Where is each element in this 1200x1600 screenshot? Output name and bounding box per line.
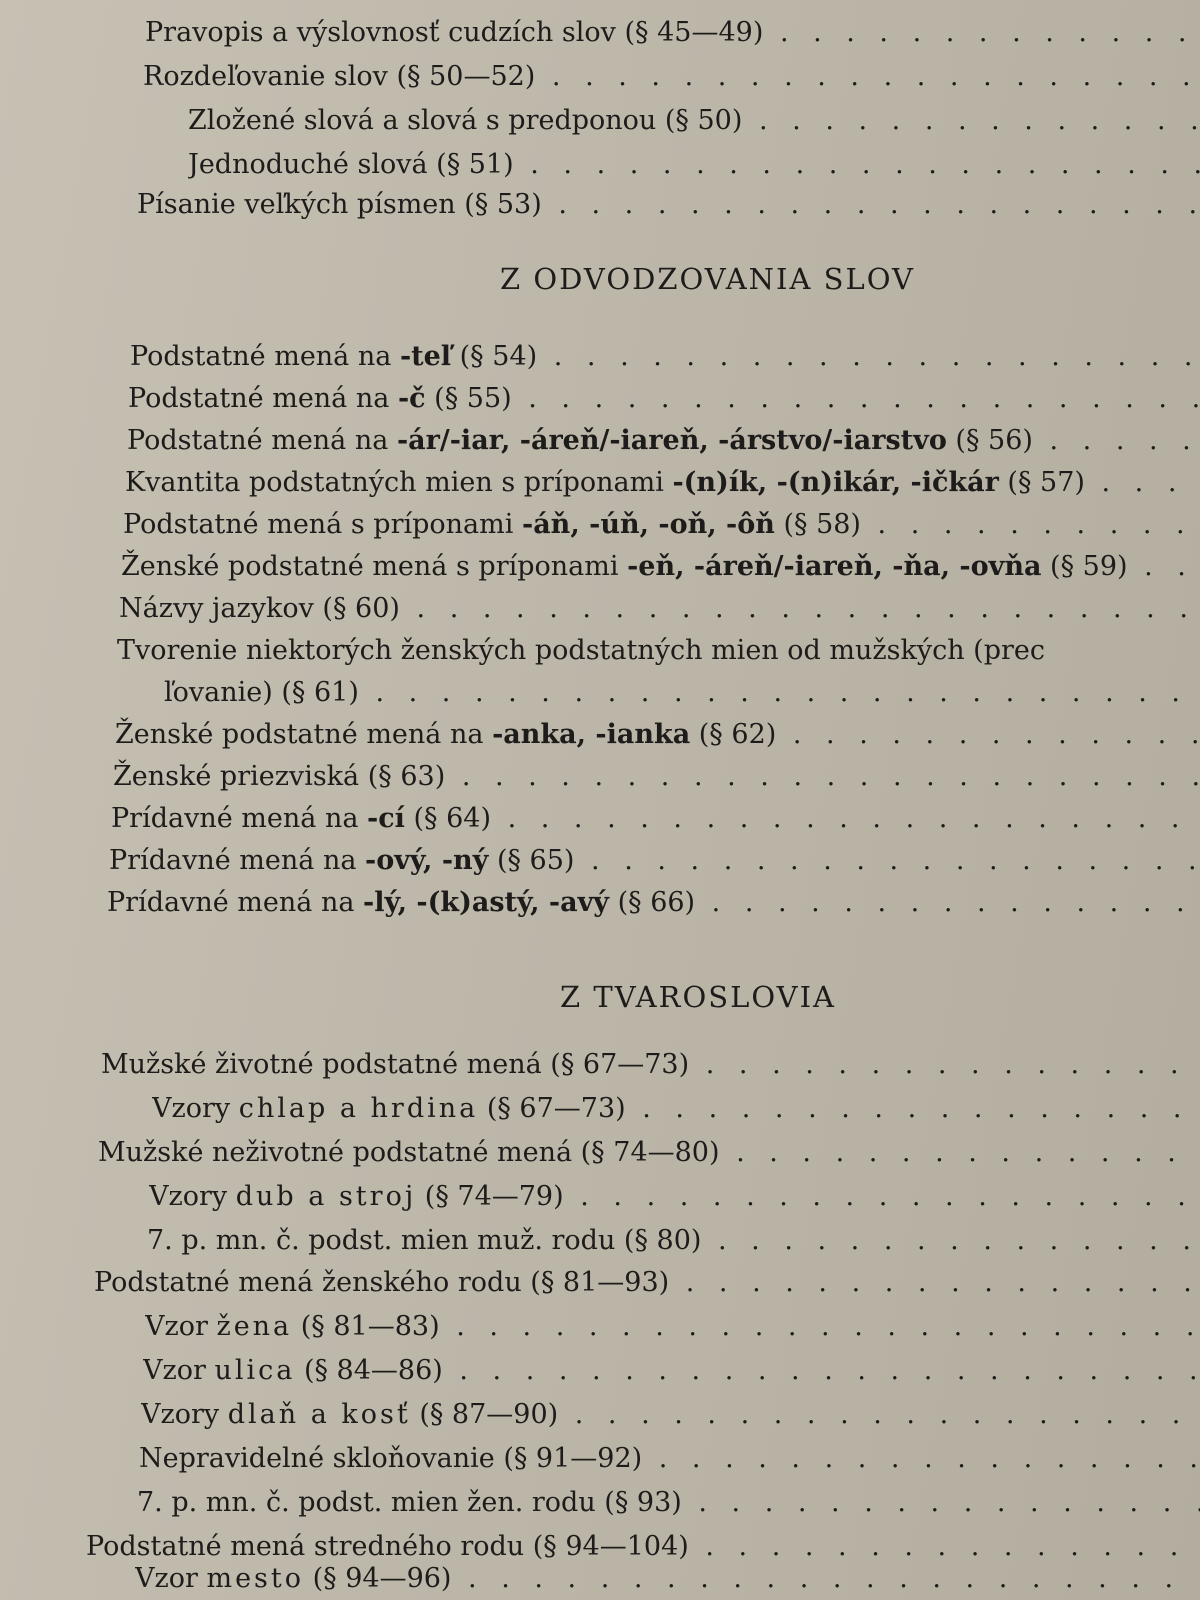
toc-entry: Vzory chlap a hrdina (§ 67—73) . . . xyxy=(152,1088,1200,1130)
toc-entry: Podstatné mená na -teľ (§ 54) . . . xyxy=(130,336,1200,378)
toc-entry: Ženské podstatné mená na -anka, -ianka (§ 62) . . . xyxy=(115,714,1200,756)
toc-entry: Vzor ulica (§ 84—86) . . . xyxy=(143,1350,1200,1392)
toc-entry: Podstatné mená na -č (§ 55) . . . xyxy=(128,378,1200,420)
toc-entry-continuation: ľovanie) (§ 61) . . . xyxy=(164,672,1200,714)
toc-entry: Mužské životné podstatné mená (§ 67—73) . . . xyxy=(101,1044,1200,1086)
toc-entry: Písanie veľkých písmen (§ 53) . . . xyxy=(137,184,1200,226)
toc-entry: Vzor mesto (§ 94—96) . . . xyxy=(135,1558,1200,1600)
toc-entry: Prídavné mená na -ový, -ný (§ 65) . . . xyxy=(109,840,1200,882)
toc-entry: Vzory dlaň a kosť (§ 87—90) . . . xyxy=(141,1394,1200,1436)
toc-entry: Pravopis a výslovnosť cudzích slov (§ 45—49) . . . xyxy=(145,12,1200,54)
toc-entry: Zložené slová a slová s predponou (§ 50) . . . xyxy=(188,100,1200,142)
toc-entry: Podstatné mená s príponami -áň, -úň, -oň, -ôň (§ 58) . . . xyxy=(123,504,1200,546)
toc-entry: Prídavné mená na -cí (§ 64) . . . xyxy=(111,798,1200,840)
toc-entry: 7. p. mn. č. podst. mien žen. rodu (§ 93) . . . xyxy=(137,1482,1200,1524)
toc-entry: Podstatné mená stredného rodu (§ 94—104) . . . xyxy=(86,1526,1200,1568)
toc-entry: Ženské priezviská (§ 63) . . . xyxy=(113,756,1200,798)
toc-entry: Vzor žena (§ 81—83) . . . xyxy=(145,1306,1200,1348)
toc-entry: Ženské podstatné mená s príponami -eň, -áreň/-iareň, -ňa, -ovňa (§ 59) . . . xyxy=(121,546,1200,588)
section-heading-derivation: Z ODVODZOVANIA SLOV xyxy=(500,262,915,296)
toc-entry: Tvorenie niektorých ženských podstatných mien od mužských (prec xyxy=(117,635,1045,666)
section-heading-morphology: Z TVAROSLOVIA xyxy=(560,980,836,1014)
toc-entry: Podstatné mená na -ár/-iar, -áreň/-iareň, -árstvo/-iarstvo (§ 56) . . . xyxy=(127,420,1200,462)
toc-entry: Vzory dub a stroj (§ 74—79) . . . xyxy=(149,1176,1200,1218)
toc-entry: Mužské neživotné podstatné mená (§ 74—80) . . . xyxy=(98,1132,1200,1174)
toc-entry: Prídavné mená na -lý, -(k)astý, -avý (§ 66) . . . xyxy=(107,882,1200,924)
toc-entry: 7. p. mn. č. podst. mien muž. rodu (§ 80) . . . xyxy=(147,1220,1200,1262)
toc-entry: Podstatné mená ženského rodu (§ 81—93) . . . xyxy=(94,1262,1200,1304)
toc-entry: Kvantita podstatných mien s príponami -(n)ík, -(n)ikár, -ičkár (§ 57) . . . xyxy=(125,462,1200,504)
toc-entry: Názvy jazykov (§ 60) . . . xyxy=(119,588,1200,630)
toc-entry: Nepravidelné skloňovanie (§ 91—92) . . . xyxy=(139,1438,1200,1480)
toc-entry: Rozdeľovanie slov (§ 50—52) . . . xyxy=(143,56,1200,98)
toc-entry: Jednoduché slová (§ 51) . . . xyxy=(188,144,1200,186)
